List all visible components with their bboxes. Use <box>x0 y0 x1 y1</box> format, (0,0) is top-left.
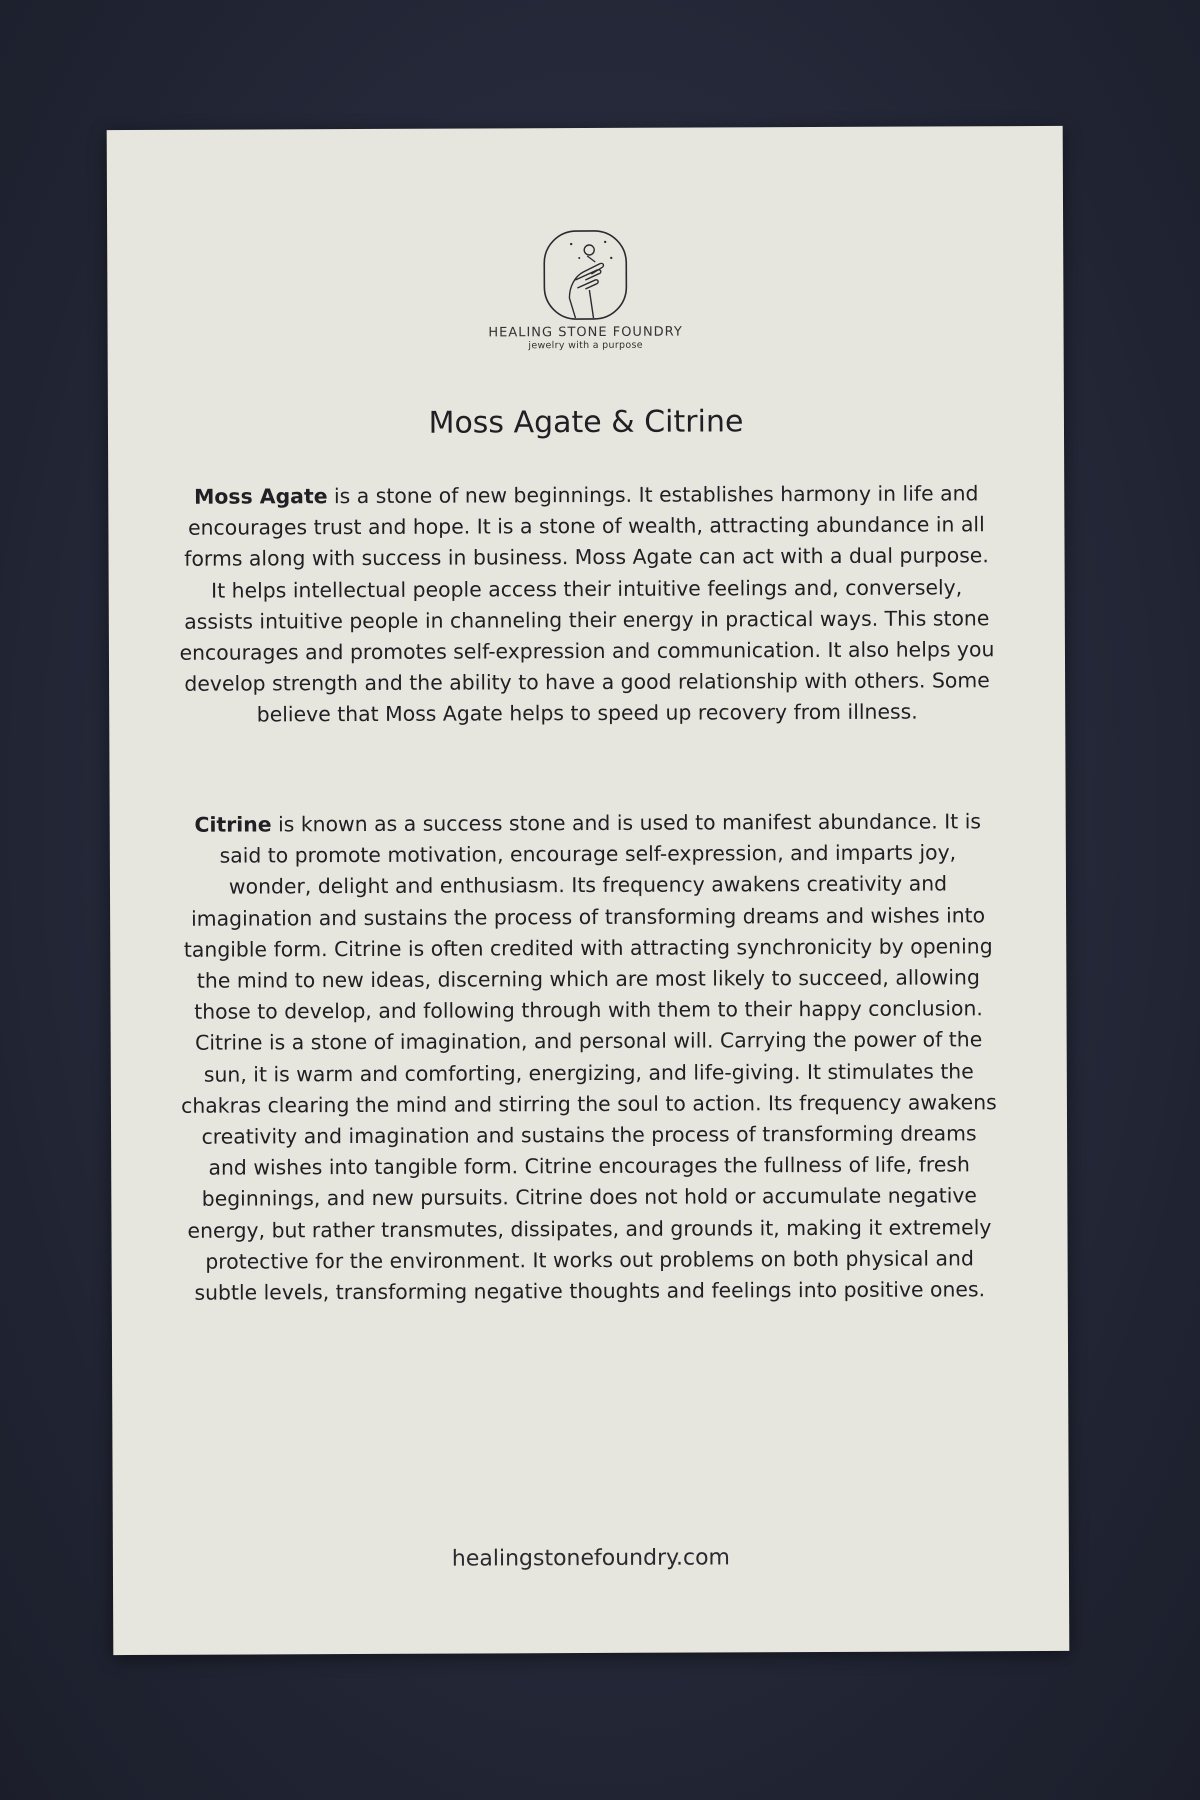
brand-logo <box>107 226 1064 353</box>
citrine-paragraph <box>180 806 998 1309</box>
moss-agate-description: is a stone of new beginnings. It establishes harmony in life and encourages trust and hope. It is a stone of wealth, attracting abundance in all forms along with success in business. Moss Agate can act with a dual purpose. It helps intellectual people access their intuitive feelings and, conversely, assists intuitive people in channeling their energy in practical ways. This stone encourages and promotes self-expression and communication. It also helps you develop strength and the ability to have a good relationship with others. Some believe that Moss Agate helps to speed up recovery from illness. <box>179 481 995 727</box>
moss-agate-name: Moss Agate <box>194 484 328 509</box>
card-title: Moss Agate & Citrine <box>428 404 744 441</box>
moss-agate-paragraph <box>178 478 995 731</box>
citrine-name: Citrine <box>194 812 272 837</box>
brand-name: HEALING STONE FOUNDRY <box>488 324 683 341</box>
info-card <box>107 126 1070 1655</box>
website-url: healingstonefoundry.com <box>451 1545 731 1572</box>
brand-tagline: jewelry with a purpose <box>528 339 643 352</box>
hand-holding-crystal-logo-icon <box>535 228 635 323</box>
citrine-description: is known as a success stone and is used to manifest abundance. It is said to promote motivation, encourage self-expression, and imparts joy, wonder, delight and enthusiasm. Its frequency awakens creativity and imagination and sustains the process of transforming dreams and wishes into tangible form. Citrine is often credited with attracting synchronicity by opening the mind to new ideas, discerning which are most likely to succeed, allowing those to develop, and following through with them to their happy conclusion. Citrine is a stone of imagination, and personal will. Carrying the power of the sun, it is warm and comforting, energizing, and life-giving. It stimulates the chakras clearing the mind and stirring the soul to action. Its frequency awakens creativity and imagination and sustains the process of transforming dreams and wishes into tangible form. Citrine encourages the fullness of life, fresh beginnings, and new pursuits. Citrine does not hold or accumulate negative energy, but rather transmutes, dissipates, and grounds it, making it extremely protective for the environment. It works out problems on both physical and subtle levels, transforming negative thoughts and feelings into positive ones. <box>181 809 997 1305</box>
